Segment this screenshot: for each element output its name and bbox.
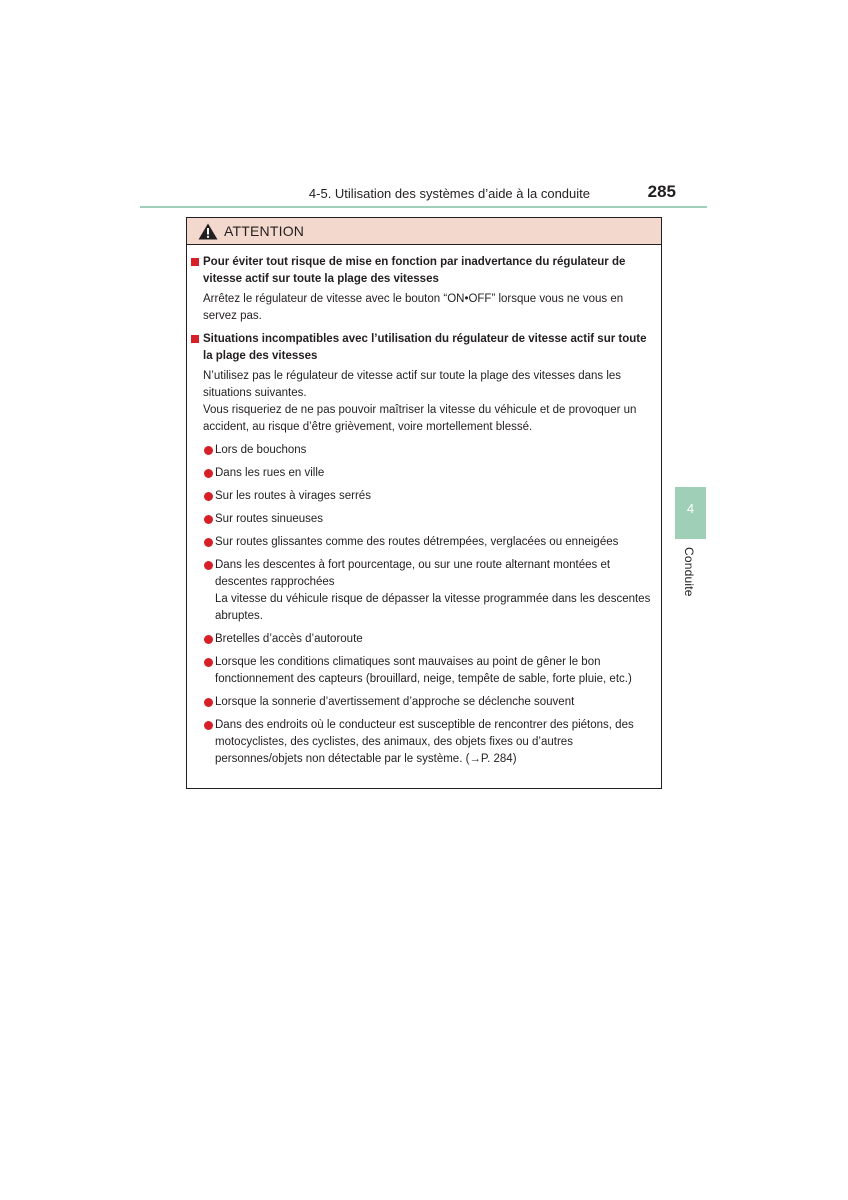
section-title: 4-5. Utilisation des systèmes d’aide à la conduite bbox=[308, 186, 590, 201]
section-paragraph: Arrêtez le régulateur de vitesse avec le bouton “ON•OFF” lorsque vous ne vous en servez pas. bbox=[203, 293, 624, 322]
red-bullet-icon bbox=[204, 469, 213, 478]
list-item-text: Lorsque les conditions climatiques sont mauvaises au point de gêner le bon fonctionnement des capteurs (brouillard, neige, tempête de sable, forte pluie, etc.) bbox=[215, 656, 632, 685]
warning-box bbox=[186, 217, 662, 789]
red-bullet-icon bbox=[204, 561, 213, 570]
list-item-text: Bretelles d’accès d’autoroute bbox=[215, 633, 363, 645]
list-item bbox=[191, 694, 655, 711]
red-bullet-icon bbox=[204, 658, 213, 667]
warning-content bbox=[187, 245, 661, 768]
section-heading-text: Pour éviter tout risque de mise en fonction par inadvertance du régulateur de vitesse actif sur toute la plage des vitesses bbox=[203, 256, 626, 285]
chapter-tab-number: 4 bbox=[686, 501, 695, 516]
list-item bbox=[191, 442, 655, 459]
list-item-text: Sur routes glissantes comme des routes détrempées, verglacées ou enneigées bbox=[215, 536, 619, 548]
list-item bbox=[191, 511, 655, 528]
list-item bbox=[191, 631, 655, 648]
red-bullet-icon bbox=[204, 446, 213, 455]
list-item bbox=[191, 465, 655, 482]
list-item-text: Lors de bouchons bbox=[215, 444, 307, 456]
list-item-text: Lorsque la sonnerie d’avertissement d’approche se déclenche souvent bbox=[215, 696, 575, 708]
warning-header bbox=[187, 218, 661, 245]
bullet-list bbox=[191, 442, 655, 768]
list-item bbox=[191, 534, 655, 551]
red-square-marker-icon bbox=[191, 335, 199, 343]
page-number: 285 bbox=[647, 182, 676, 201]
list-item-text: Dans les rues en ville bbox=[215, 467, 325, 479]
list-item bbox=[191, 557, 655, 625]
chapter-tab-label: Conduite bbox=[682, 547, 696, 597]
list-item-text: Dans des endroits où le conducteur est susceptible de rencontrer des piétons, des motocyclistes, des cyclistes, des animaux, des objets fixes ou d’autres personnes/objets non détectable par le système. (→P. 284) bbox=[215, 719, 634, 765]
warning-title: ATTENTION bbox=[224, 223, 305, 239]
section-heading-text: Situations incompatibles avec l’utilisation du régulateur de vitesse actif sur toute la plage des vitesses bbox=[203, 333, 647, 362]
red-square-marker-icon bbox=[191, 258, 199, 266]
list-item-note: La vitesse du véhicule risque de dépasser la vitesse programmée dans les descentes abruptes. bbox=[215, 593, 651, 622]
list-item-text: Sur les routes à virages serrés bbox=[215, 490, 371, 502]
warning-triangle-icon bbox=[198, 223, 218, 240]
red-bullet-icon bbox=[204, 515, 213, 524]
list-item bbox=[191, 717, 655, 768]
red-bullet-icon bbox=[204, 538, 213, 547]
section-heading bbox=[191, 331, 655, 365]
section-paragraph: N’utilisez pas le régulateur de vitesse actif sur toute la plage des vitesses dans les situations suivantes. bbox=[203, 370, 622, 399]
list-item bbox=[191, 488, 655, 505]
red-bullet-icon bbox=[204, 635, 213, 644]
section-heading bbox=[191, 254, 655, 288]
section-paragraph: Vous risqueriez de ne pas pouvoir maîtriser la vitesse du véhicule et de provoquer un accident, au risque d’être grièvement, voire mortellement blessé. bbox=[203, 404, 637, 433]
header-rule bbox=[140, 206, 707, 208]
red-bullet-icon bbox=[204, 492, 213, 501]
red-bullet-icon bbox=[204, 721, 213, 730]
red-bullet-icon bbox=[204, 698, 213, 707]
list-item-text: Sur routes sinueuses bbox=[215, 513, 324, 525]
list-item bbox=[191, 654, 655, 688]
list-item-text: Dans les descentes à fort pourcentage, ou sur une route alternant montées et descentes rapprochées bbox=[215, 559, 611, 588]
